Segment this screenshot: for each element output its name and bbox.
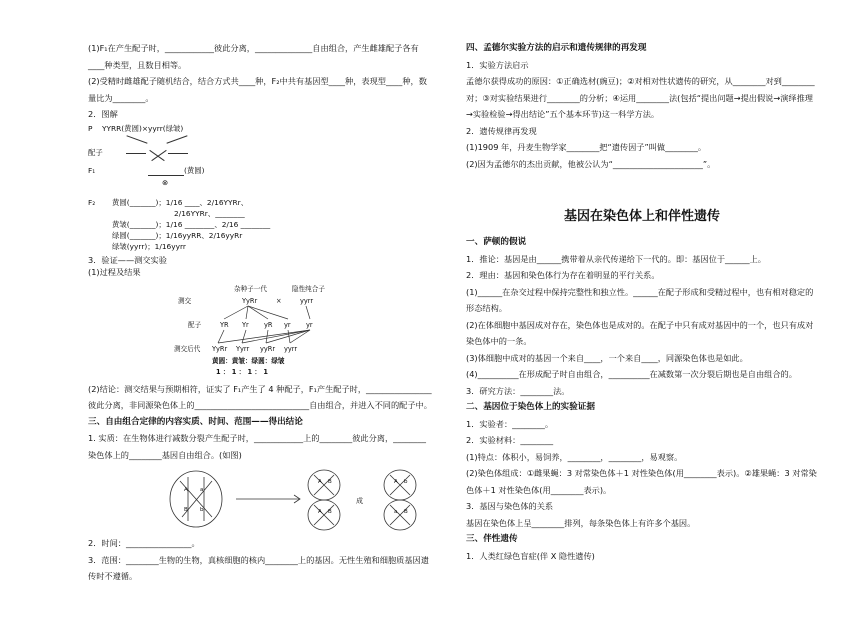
meiosis-diagram [88, 467, 432, 531]
paragraph: (3)体细胞中成对的基因一个来自____，一个来自____，同源染色体也是如此。 [466, 352, 748, 363]
paragraph: 2．理由：基因和染色体行为存在着明显的平行关系。 [466, 270, 660, 280]
gamete: YR [220, 320, 229, 329]
paragraph: 1．人类红绿色盲症(伴 X 隐性遗传) [466, 550, 595, 561]
label-f1: F₁ [88, 165, 96, 175]
svg-text:B: B [328, 509, 332, 515]
paragraph: (2)受精时雌雄配子随机结合，结合方式共____种，F₂中共有基因型____种，表现型____种，数量比为________。 [88, 76, 427, 103]
section-heading: 二、基因位于染色体上的实验证据 [466, 402, 595, 412]
section-heading: 一、萨顿的假说 [466, 237, 527, 247]
label-gamete-tc: 配子 [188, 320, 202, 329]
gamete: yr [284, 320, 291, 329]
f2-line: 2/16YYRr、________ [174, 208, 245, 218]
paragraph: 1．实验方法启示 [466, 59, 529, 70]
arrow-label: 成 [356, 497, 363, 505]
label-gamete: 配子 [88, 147, 103, 157]
label-f1-hybrid: 杂种子一代 [234, 284, 267, 293]
svg-text:A: A [394, 479, 398, 485]
label-recessive: 隐性纯合子 [292, 284, 325, 293]
right-column [466, 40, 818, 564]
testcross-phenotypes: 黄圆：黄皱：绿圆：绿皱 [212, 356, 285, 365]
cross-diagram [88, 123, 432, 241]
testcross-diagram [88, 283, 432, 377]
svg-text:a: a [394, 509, 398, 515]
paragraph: (1)F₁在产生配子时，____________彼此分离，______________自由组合，产生雌雄配子各有____种类型，且数目相等。 [88, 43, 419, 70]
paragraph: 1．实验者：________。 [466, 418, 554, 429]
self-cross-symbol: ⊗ [162, 177, 169, 187]
gamete: yr [306, 320, 313, 329]
f2-line: 绿皱(yyrr)；1/16yyrr [112, 241, 186, 251]
f2-line: 绿圆(_______)；1/16yyRR、2/16yyRr [112, 230, 243, 240]
svg-text:A: A [184, 487, 188, 493]
recessive-genotype: yyrr [300, 296, 314, 305]
svg-text:b: b [200, 507, 204, 513]
svg-text:B: B [184, 507, 188, 513]
left-column [88, 40, 432, 585]
gamete: Yr [242, 320, 249, 329]
svg-text:A: A [318, 479, 322, 485]
offspring: yyRr [260, 344, 276, 353]
testcross-ratio: 1 ： 1 ： 1 ： 1 [216, 367, 268, 376]
paragraph: (1)1909 年，丹麦生物学家________把“遗传因子”叫做________。 [466, 142, 707, 152]
parent-genotypes: YYRR(黄圆)×yyrr(绿皱) [102, 123, 184, 133]
svg-text:B: B [328, 479, 332, 485]
paragraph: (2)因为孟德尔的杰出贡献，他被公认为“______________________”。 [466, 158, 716, 169]
f2-line: 黄皱(_______)；1/16 ________、2/16 ________ [112, 219, 271, 229]
paragraph: 1. 实质：在生物体进行减数分裂产生配子时，____________上的________彼此分离，________染色体上的________基因自由组合。(如图) [88, 433, 426, 460]
page-title: 基因在染色体上和伴性遗传 [563, 209, 720, 224]
paragraph: 2．实验材料：________ [466, 435, 554, 445]
testcross-svg [88, 283, 432, 377]
cross-symbol: × [276, 296, 282, 305]
paragraph: (1)______在杂交过程中保持完整性和独立性。______在配子形成和受精过程中，也有相对稳定的形态结构。 [466, 286, 814, 313]
f1-genotype: YyRr [242, 296, 258, 305]
section-heading: 三、伴性遗传 [466, 534, 518, 544]
label-f2: F₂ [88, 197, 96, 207]
subheading: 2．图解 [88, 109, 118, 119]
gamete: yR [264, 320, 273, 329]
label-p: P [88, 123, 93, 133]
offspring: YyRr [212, 344, 228, 353]
f2-line: 黄圆(_______)；1/16 ____、2/16YYRr、 [112, 197, 249, 207]
svg-text:a: a [200, 487, 204, 493]
paragraph: 2．遗传规律再发现 [466, 125, 537, 136]
paragraph: (1)特点：体积小，易饲养，________，________，易观察。 [466, 451, 683, 462]
paragraph: 3．研究方法：________法。 [466, 385, 570, 396]
f1-phenotype: (黄圆) [184, 165, 205, 175]
paragraph: (2)染色体组成：①雌果蝇：3 对常染色体＋1 对性染色体(用________表示)。②雄果蝇：3 对常染色体＋1 对性染色体(用________表示)。 [466, 468, 817, 495]
paragraph: (2)结论：测交结果与预期相符，证实了 F₁产生了 4 种配子，F₁产生配子时，________________彼此分离，非同源染色体上的____________________________自由组合，并进入不同的配子中。 [88, 383, 432, 410]
paragraph: 1．推论：基因是由______携带着从亲代传递给下一代的。即：基因位于______上。 [466, 253, 766, 264]
paragraph: (4)__________在形成配子时自由组合，__________在减数第一次分裂后期也是自由组合的。 [466, 369, 797, 379]
meiosis-svg [88, 467, 432, 531]
section-heading: 三、自由组合定律的内容实质、时间、范围——得出结论 [88, 416, 303, 427]
label-offspring: 测交后代 [174, 344, 201, 353]
offspring: yyrr [284, 344, 298, 353]
subheading: (1)过程及结果 [88, 267, 141, 277]
paragraph: 2．时间：________________。 [88, 538, 200, 548]
svg-text:b: b [404, 479, 408, 485]
section-heading: 四、孟德尔实验方法的启示和遗传规律的再发现 [466, 43, 647, 53]
paragraph: 3．范围：________生物的生物，真核细胞的核内________上的基因。无性生殖和细胞质基因遗传时不遵循。 [88, 554, 429, 581]
svg-text:B: B [404, 509, 408, 515]
paragraph: 孟德尔获得成功的原因：①正确选材(豌豆)；②对相对性状遗传的研究，从________对到________对；③对实验结果进行________的分析；④运用________法(包括“提出问题→提出假说→演绎推理→实验检验→得出结论”五个基本环节)这一科学方法。 [466, 76, 815, 119]
svg-text:A: A [318, 509, 322, 515]
offspring: Yyrr [236, 344, 250, 353]
paragraph: 3．基因与染色体的关系 [466, 501, 554, 511]
subheading: 3．验证——测交实验 [88, 254, 167, 265]
paragraph: (2)在体细胞中基因成对存在，染色体也是成对的。在配子中只有成对基因中的一个，也只有成对染色体中的一条。 [466, 319, 814, 346]
label-testcross: 测交 [178, 296, 192, 305]
paragraph: 基因在染色体上呈________排列，每条染色体上有许多个基因。 [466, 517, 696, 528]
